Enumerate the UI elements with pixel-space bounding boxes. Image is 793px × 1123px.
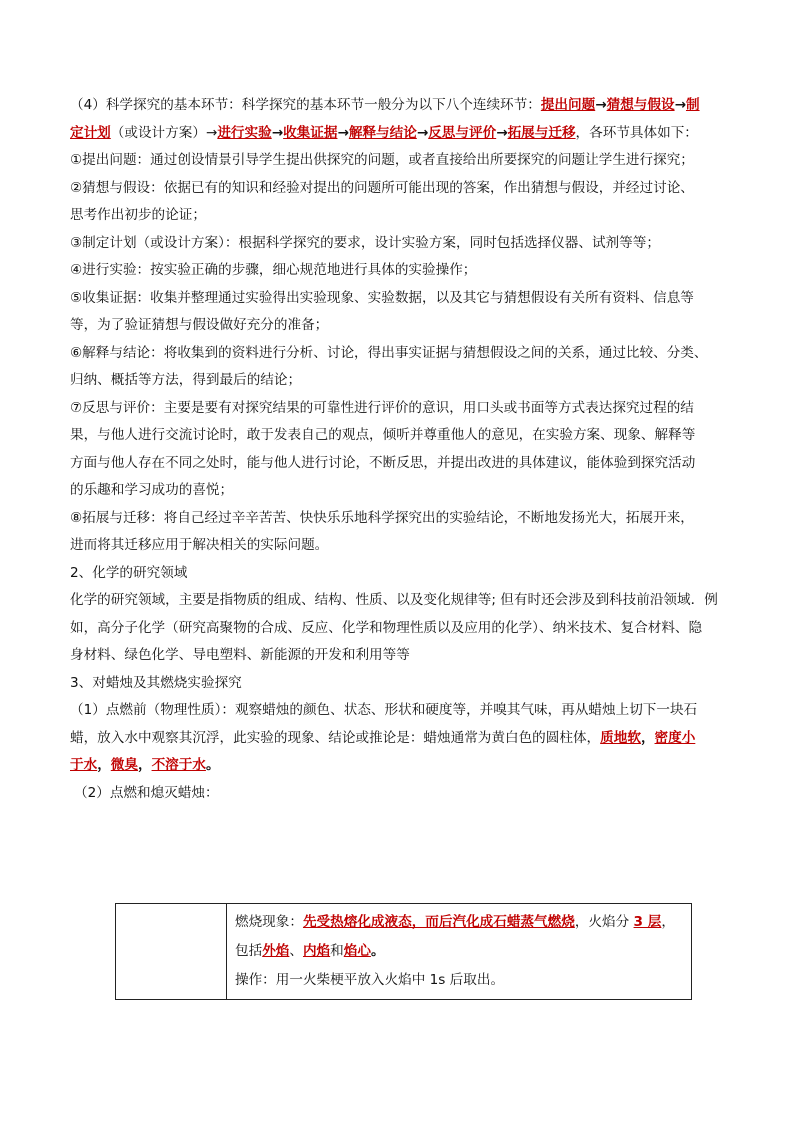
step-7: ⑦反思与评价：主要是要有对探究结果的可靠性进行评价的意识，用口头或书面等方式表达探究过程的结 (70, 399, 694, 416)
arrow: → (271, 124, 284, 141)
step-2: ②猜想与假设：依据已有的知识和经验对提出的问题所可能出现的答案，作出猜想与假设，并经过讨论、 (70, 179, 694, 196)
step-7-cont3: 的乐趣和学习成功的喜悦； (70, 482, 234, 498)
step-7-cont2: 方面与他人存在不同之处时，能与他人进行讨论，不断反思，并提出改进的具体建议，能体验到探究活动 (70, 454, 696, 471)
section-3-p1-line3 (70, 752, 730, 780)
highlight-term: 进行实验 (217, 124, 272, 141)
highlight-term: 猜想与假设 (606, 97, 675, 113)
section-2-line3: 身材料、绿色化学、导电塑料、新能源的开发和利用等等 (70, 647, 410, 663)
highlight-term: 内焰 (302, 943, 331, 959)
section-2-heading: 2、化学的研究领域 (70, 564, 188, 581)
highlight-term: 收集证据 (283, 124, 338, 141)
para-inquiry-steps-line1 (70, 92, 730, 120)
text: 燃烧现象： (235, 914, 303, 930)
highlight-term: 制 (685, 97, 700, 113)
text: 和 (330, 943, 344, 959)
text: 。 (370, 943, 385, 959)
document-body (70, 92, 730, 807)
highlight-term: 3 层 (633, 914, 662, 930)
table-line1 (235, 908, 683, 937)
section-3-heading: 3、对蜡烛及其燃烧实验探究 (70, 674, 242, 691)
step-8: ⑧拓展与迁移：将自己经过辛辛苦苦、快快乐乐地科学探究出的实验结论，不断地发扬光大，拓展开来， (70, 509, 694, 526)
section-3-p1-line2 (70, 725, 730, 753)
arrow: → (416, 124, 429, 141)
highlight-term: 先受热熔化成液态，而后汽化成石蜡蒸气燃烧 (302, 914, 575, 930)
step-4: ④进行实验：按实验正确的步骤，细心规范地进行具体的实验操作； (70, 262, 477, 278)
text: ， (661, 914, 675, 930)
step-8-cont: 进而将其迁移应用于解决相关的实际问题。 (70, 537, 329, 553)
table-cell-empty (116, 904, 227, 1000)
text: 蜡，放入水中观察其沉浮，此实验的现象、结论或推论是：蜡烛通常为黄白色的圆柱体， (70, 729, 601, 746)
step-6-cont: 归纳、概括等方法，得到最后的结论； (70, 372, 302, 388)
text: 包括 (235, 943, 263, 959)
text: （4）科学探究的基本环节：科学探究的基本环节一般分为以下八个连续环节： (70, 97, 541, 113)
arrow: → (595, 97, 607, 113)
table-line2 (235, 937, 683, 966)
highlight-term: 解释与结论 (348, 124, 417, 141)
table-row (116, 904, 692, 1000)
highlight-term: 于水 (70, 757, 98, 773)
text: 、 (289, 943, 303, 959)
step-5: ⑤收集证据：收集并整理通过实验得出实验现象、实验数据，以及其它与猜想假设有关所有资料、信息等 (70, 289, 694, 306)
section-2-line1: 化学的研究领域，主要是指物质的组成、结构、性质、以及变化规律等; 但有时还会涉及到科技前沿领域．例 (70, 592, 718, 608)
step-6: ⑥解释与结论：将收集到的资料进行分析、讨论，得出事实证据与猜想假设之间的关系，通过比较、分类、 (70, 344, 708, 361)
highlight-term: 定计划 (70, 124, 111, 141)
highlight-term: 不溶于水 (151, 757, 206, 773)
highlight-term: 焰心 (343, 943, 371, 959)
highlight-term: 拓展与迁移 (507, 124, 576, 141)
text: ，各环节具体如下： (575, 124, 698, 141)
separator: ， (137, 757, 152, 773)
section-2-line2: 如，高分子化学（研究高聚物的合成、反应、化学和物理性质以及应用的化学）、纳米技术、复合材料、隐 (70, 619, 703, 636)
highlight-term: 密度小 (654, 729, 696, 746)
step-5-cont: 等，为了验证猜想与假设做好充分的准备； (70, 317, 329, 333)
para-inquiry-steps-line2 (70, 120, 730, 148)
section-3-p1-line1: （1）点燃前（物理性质）：观察蜡烛的颜色、状态、形状和硬度等，并嗅其气味，再从蜡烛上切下一块石 (70, 702, 698, 718)
arrow: → (674, 97, 686, 113)
step-3: ③制定计划（或设计方案）：根据科学探究的要求，设计实验方案，同时包括选择仪器、试剂等等； (70, 234, 660, 251)
highlight-term: 微臭 (110, 757, 138, 773)
step-2-cont: 思考作出初步的论证； (70, 207, 206, 223)
table-cell-content (227, 904, 692, 1000)
highlight-term: 提出问题 (540, 97, 596, 113)
step-7-cont1: 果，与他人进行交流讨论时，敢于发表自己的观点，倾听并尊重他人的意见，在实验方案、现象、解释等 (70, 427, 696, 443)
highlight-term: 外焰 (262, 943, 290, 959)
separator: ， (97, 757, 111, 773)
arrow: → (496, 124, 508, 141)
section-3-p2-heading: （2）点燃和熄灭蜡烛： (74, 784, 219, 801)
candle-table (115, 903, 692, 1000)
highlight-term: 反思与评价 (428, 124, 497, 141)
table-line3: 操作：用一火柴梗平放入火焰中 1s 后取出。 (235, 972, 505, 988)
arrow: → (337, 124, 349, 141)
text: ，火焰分 (574, 914, 634, 930)
highlight-term: 质地软 (600, 729, 641, 746)
step-1: ①提出问题：通过创设情景引导学生提出供探究的问题，或者直接给出所要探究的问题让学生进行探究； (70, 152, 694, 168)
separator: 。 (205, 757, 220, 773)
separator: ， (640, 729, 655, 746)
text: （或设计方案）→ (110, 124, 218, 141)
